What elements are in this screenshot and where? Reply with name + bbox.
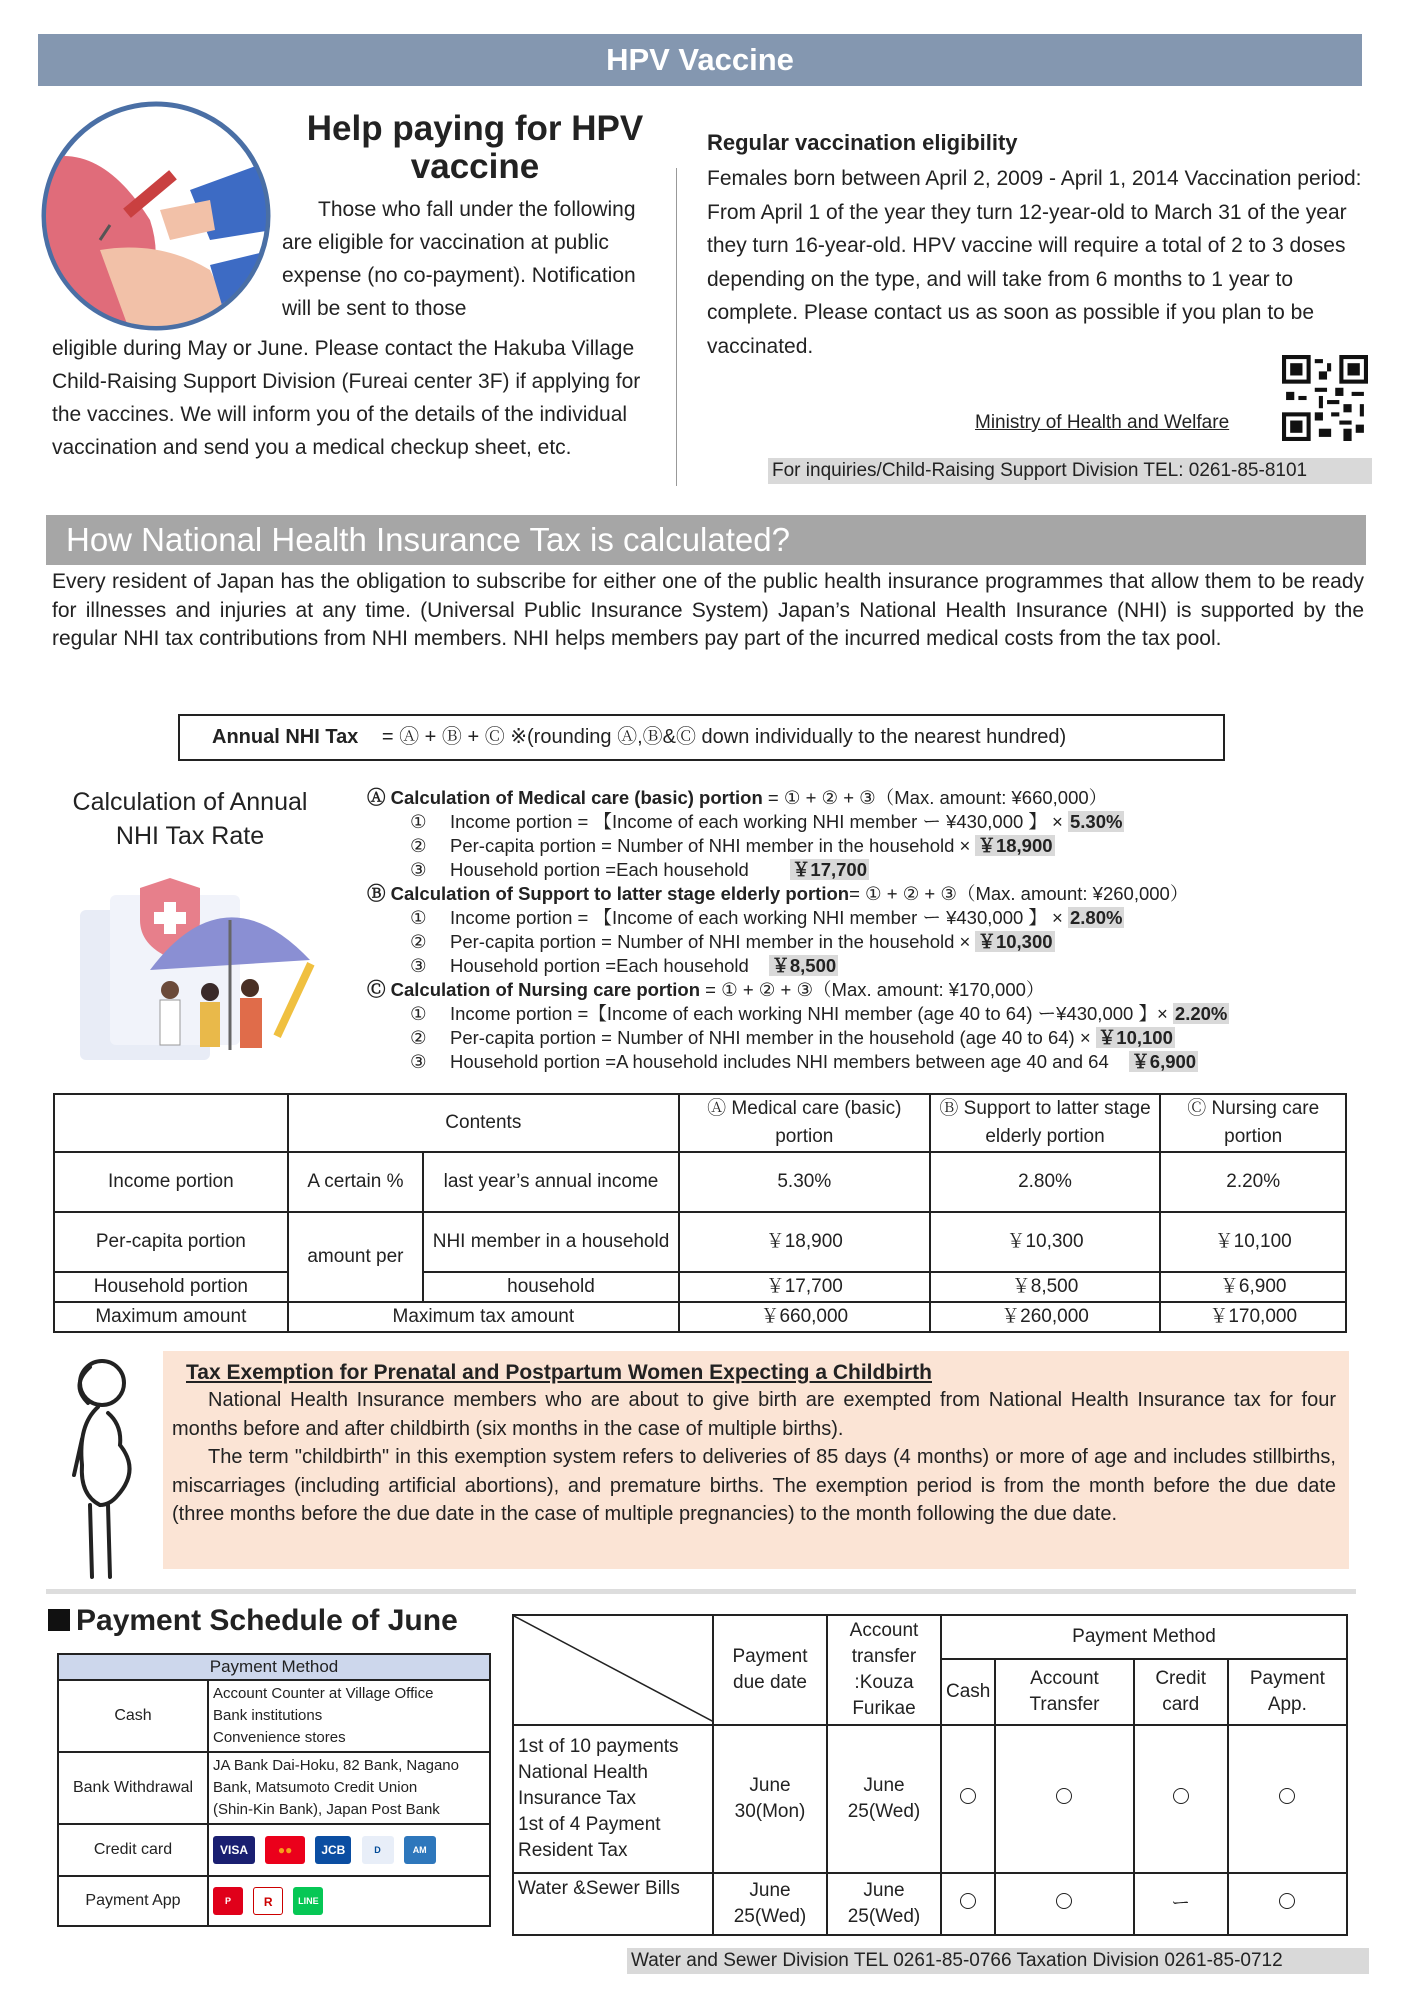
payment-app-logos xyxy=(208,1876,490,1926)
amount-per-label: amount per xyxy=(288,1212,423,1302)
row2-transfer-available xyxy=(995,1873,1133,1935)
account-transfer-col-header: Account Transfer xyxy=(995,1659,1133,1725)
qr-code-icon[interactable] xyxy=(1282,355,1368,441)
income-c-value: 2.20% xyxy=(1160,1152,1346,1212)
bank-detail-line: (Shin-Kin Bank), Japan Post Bank xyxy=(213,1801,440,1818)
methods-header: Payment Method xyxy=(58,1654,490,1680)
calc-c1-num: ① xyxy=(410,1003,427,1024)
row1-credit-available xyxy=(1134,1725,1228,1873)
bank-detail-line: Bank, Matsumoto Credit Union xyxy=(213,1779,418,1796)
due-date-header: Payment due date xyxy=(713,1615,827,1725)
row-percapita-label: Per-capita portion xyxy=(54,1212,288,1272)
schedule-corner-cell xyxy=(513,1615,713,1725)
available-circle-icon xyxy=(1279,1788,1295,1804)
available-circle-icon xyxy=(1056,1788,1072,1804)
contact-footer: Water and Sewer Division TEL 0261-85-0766 Taxation Division 0261-85-0712 xyxy=(627,1948,1369,1974)
available-circle-icon xyxy=(1056,1893,1072,1909)
nhi-tax-label: 1st of 10 payments National Health Insurance Tax xyxy=(518,1736,679,1809)
eligibility-text: Females born between April 2, 2009 - April 1, 2014 Vaccination period: From April 1 of the year they turn 12-year-old to March 31 of the year they turn 16-year-old. HPV vaccine will require a total of 2 to 3 doses depending on the type, and will take from 6 months to 1 year to complete. Please contact us as soon as possible if you plan to be vaccinated. xyxy=(707,167,1362,358)
paypay-logo-icon: P xyxy=(213,1887,243,1915)
income-a-value: 5.30% xyxy=(679,1152,930,1212)
cash-header: Cash xyxy=(941,1659,995,1725)
vaccination-illustration xyxy=(40,100,272,332)
formula-label: Annual NHI Tax xyxy=(212,726,359,748)
contents-header: Contents xyxy=(288,1094,679,1152)
row-income-label: Income portion xyxy=(54,1152,288,1212)
household-b-value: ￥8,500 xyxy=(930,1272,1161,1302)
calc-rate-title: Calculation of Annual NHI Tax Rate xyxy=(72,788,308,850)
row2-credit-unavailable: ー xyxy=(1134,1873,1228,1935)
calc-a3-text: Household portion =Each household xyxy=(450,859,790,880)
cash-detail-line: Account Counter at Village Office xyxy=(213,1685,434,1702)
hpv-inquiries: For inquiries/Child-Raising Support Division TEL: 0261-85-8101 xyxy=(768,458,1372,484)
calc-c1-text: Income portion =【Income of each working NHI member (age 40 to 64) ー¥430,000 】× xyxy=(450,1003,1173,1024)
method-bank-detail xyxy=(208,1752,490,1824)
percapita-b-value: ￥10,300 xyxy=(930,1212,1161,1272)
available-circle-icon xyxy=(1173,1788,1189,1804)
row2-transfer-date: June 25(Wed) xyxy=(827,1873,941,1935)
eligibility-heading: Regular vaccination eligibility xyxy=(707,130,1018,155)
calc-b1-num: ① xyxy=(410,907,427,928)
method-app-label: Payment App xyxy=(58,1876,208,1926)
cash-detail-line: Convenience stores xyxy=(213,1729,346,1746)
payment-schedule-table xyxy=(512,1614,1348,1936)
calc-a-title: Ⓐ Calculation of Medical care (basic) portion xyxy=(367,787,763,808)
calc-a1-text: Income portion = 【Income of each working NHI member ー ¥430,000 】 × xyxy=(450,811,1068,832)
nhi-member-label: NHI member in a household xyxy=(423,1212,679,1272)
calc-b3-value: ￥8,500 xyxy=(771,955,837,976)
jcb-logo-icon: JCB xyxy=(315,1836,351,1864)
percapita-c-value: ￥10,100 xyxy=(1160,1212,1346,1272)
calc-c-formula: = ① + ② + ③（Max. amount: ¥170,000） xyxy=(700,979,1045,1000)
bank-detail-line: JA Bank Dai-Hoku, 82 Bank, Nagano xyxy=(213,1757,459,1774)
household-c-value: ￥6,900 xyxy=(1160,1272,1346,1302)
square-bullet-icon xyxy=(48,1609,70,1631)
hpv-intro-text: Those who fall under the following are eligible for vaccination at public expense (no co-payment). Notification will be sent to those xyxy=(282,198,636,320)
exemption-paragraph-1: National Health Insurance members who are about to give birth are exempted from National Health Insurance tax for four months before and after childbirth (six months in the case of multiple births). xyxy=(172,1389,1336,1440)
household-a-value: ￥17,700 xyxy=(679,1272,930,1302)
calc-c2-text: Per-capita portion = Number of NHI member in the household (age 40 to 64) × xyxy=(450,1027,1096,1048)
max-b-value: ￥260,000 xyxy=(930,1302,1161,1332)
payment-app-header: Payment App. xyxy=(1228,1659,1347,1725)
pregnant-woman-icon xyxy=(60,1355,142,1583)
calc-a3-num: ③ xyxy=(410,859,427,880)
hpv-section-banner: HPV Vaccine xyxy=(38,34,1362,86)
mastercard-logo-icon: ●● xyxy=(265,1836,305,1864)
calc-a2-text: Per-capita portion = Number of NHI member in the household × xyxy=(450,835,976,856)
credit-card-header: Credit card xyxy=(1134,1659,1228,1725)
calc-a1-value: 5.30% xyxy=(1070,811,1123,832)
max-a-value: ￥660,000 xyxy=(679,1302,930,1332)
calc-b3-num: ③ xyxy=(410,955,427,976)
calc-b1-value: 2.80% xyxy=(1070,907,1123,928)
row-maximum-label: Maximum amount xyxy=(54,1302,288,1332)
edy-logo-icon: R xyxy=(253,1887,283,1915)
calc-c3-text: Household portion =A household includes NHI members between age 40 and 64 xyxy=(450,1051,1130,1072)
row1-app-available xyxy=(1228,1725,1347,1873)
credit-card-logos xyxy=(208,1824,490,1876)
calc-c-title: Ⓒ Calculation of Nursing care portion xyxy=(367,979,701,1000)
calc-c3-value: ￥6,900 xyxy=(1131,1051,1197,1072)
calc-b2-value: ￥10,300 xyxy=(977,931,1053,952)
last-year-label: last year’s annual income xyxy=(423,1152,679,1212)
row2-cash-available xyxy=(941,1873,995,1935)
diagonal-line xyxy=(514,1616,714,1722)
calc-c2-value: ￥10,100 xyxy=(1097,1027,1173,1048)
row1-transfer-date: June 25(Wed) xyxy=(827,1725,941,1873)
nhi-formula-box xyxy=(178,714,1225,761)
available-circle-icon xyxy=(960,1788,976,1804)
payment-methods-table xyxy=(57,1653,491,1927)
water-sewer-row-label: Water &Sewer Bills xyxy=(513,1873,713,1935)
column-divider xyxy=(676,168,677,486)
row2-due-date: June 25(Wed) xyxy=(713,1873,827,1935)
account-transfer-header: Account transfer :Kouza Furikae xyxy=(827,1615,941,1725)
row1-cash-available xyxy=(941,1725,995,1873)
family-umbrella-illustration xyxy=(50,860,340,1070)
col-b-header: Ⓑ Support to latter stage elderly portion xyxy=(930,1094,1161,1152)
calc-a2-num: ② xyxy=(410,835,427,856)
percapita-a-value: ￥18,900 xyxy=(679,1212,930,1272)
calc-b-formula: = ① + ② + ③（Max. amount: ¥260,000） xyxy=(849,883,1189,904)
nhi-calculation-list xyxy=(367,786,1367,1074)
calc-b2-num: ② xyxy=(410,931,427,952)
calc-c1-value: 2.20% xyxy=(1174,1003,1228,1024)
col-a-header: Ⓐ Medical care (basic) portion xyxy=(679,1094,930,1152)
ministry-link[interactable]: Ministry of Health and Welfare xyxy=(975,412,1230,433)
payment-heading-text: Payment Schedule of June xyxy=(76,1604,458,1637)
row2-app-available xyxy=(1228,1873,1347,1935)
exemption-text xyxy=(172,1386,1336,1529)
nhi-resident-tax-row-label xyxy=(513,1725,713,1873)
table-corner xyxy=(54,1094,288,1152)
diners-logo-icon: D xyxy=(362,1836,394,1864)
calc-c2-num: ② xyxy=(410,1027,427,1048)
household-label: household xyxy=(423,1272,679,1302)
method-bank-label: Bank Withdrawal xyxy=(58,1752,208,1824)
resident-tax-label: 1st of 4 Payment Resident Tax xyxy=(518,1814,661,1861)
visa-logo-icon: VISA xyxy=(213,1836,255,1864)
calc-b-title: Ⓑ Calculation of Support to latter stage elderly portion xyxy=(367,883,850,904)
linepay-logo-icon: LINE xyxy=(293,1887,323,1915)
formula-text: = Ⓐ + Ⓑ + Ⓒ ※(rounding Ⓐ,Ⓑ&Ⓒ down individually to the nearest hundred) xyxy=(381,726,1067,748)
amex-logo-icon: AM xyxy=(404,1836,436,1864)
payment-method-header: Payment Method xyxy=(941,1615,1347,1659)
available-circle-icon xyxy=(960,1893,976,1909)
calc-a3-value: ￥17,700 xyxy=(791,859,868,880)
col-c-header: Ⓒ Nursing care portion xyxy=(1160,1094,1346,1152)
calc-c3-num: ③ xyxy=(410,1051,427,1072)
row1-due-date: June 30(Mon) xyxy=(713,1725,827,1873)
method-credit-label: Credit card xyxy=(58,1824,208,1876)
exemption-paragraph-2: The term "childbirth" in this exemption system refers to deliveries of 85 days (4 months) or more of age and includes stillbirths, miscarriages (including artificial abortions), and premature births. The exemption period is from the month before the due date (three months before the due date in the case of multiple pregnancies) to the month following the due date. xyxy=(172,1446,1336,1525)
hpv-title: Help paying for HPV vaccine xyxy=(306,109,644,186)
calc-b2-text: Per-capita portion = Number of NHI member in the household × xyxy=(450,931,976,952)
payment-heading xyxy=(48,1604,458,1638)
max-c-value: ￥170,000 xyxy=(1160,1302,1346,1332)
row1-transfer-available xyxy=(995,1725,1133,1873)
nhi-intro-text: Every resident of Japan has the obligation to subscribe for either one of the public health insurance programmes that allow them to be ready for illnesses and injuries at any time. (Universal Public Insurance System) Japan’s National Health Insurance (NHI) is supported by the regular NHI tax contributions from NHI members. NHI helps members pay part of the incurred medical costs from the tax pool. xyxy=(52,570,1364,650)
calc-b1-text: Income portion = 【Income of each working NHI member ー ¥430,000 】 × xyxy=(450,907,1068,928)
nhi-tax-table xyxy=(53,1093,1347,1333)
cash-detail-line: Bank institutions xyxy=(213,1707,323,1724)
calc-a1-num: ① xyxy=(410,811,427,832)
available-circle-icon xyxy=(1279,1893,1295,1909)
nhi-section-banner: How National Health Insurance Tax is calculated? xyxy=(46,515,1366,565)
calc-a-formula: = ① + ② + ③（Max. amount: ¥660,000） xyxy=(762,787,1108,808)
section-divider xyxy=(46,1589,1356,1594)
a-certain-label: A certain % xyxy=(288,1152,423,1212)
calc-a2-value: ￥18,900 xyxy=(977,835,1053,856)
method-cash-detail xyxy=(208,1680,490,1752)
method-cash-label: Cash xyxy=(58,1680,208,1752)
hpv-intro-continued: eligible during May or June. Please contact the Hakuba Village Child-Raising Support Division (Fureai center 3F) if applying for the vaccines. We will inform you of the details of the individual vaccination and send you a medical checkup sheet, etc. xyxy=(52,337,641,459)
maximum-tax-label: Maximum tax amount xyxy=(288,1302,679,1332)
income-b-value: 2.80% xyxy=(930,1152,1161,1212)
row-household-label: Household portion xyxy=(54,1272,288,1302)
exemption-title: Tax Exemption for Prenatal and Postpartum Women Expecting a Childbirth xyxy=(186,1361,932,1384)
calc-b3-text: Household portion =Each household xyxy=(450,955,770,976)
